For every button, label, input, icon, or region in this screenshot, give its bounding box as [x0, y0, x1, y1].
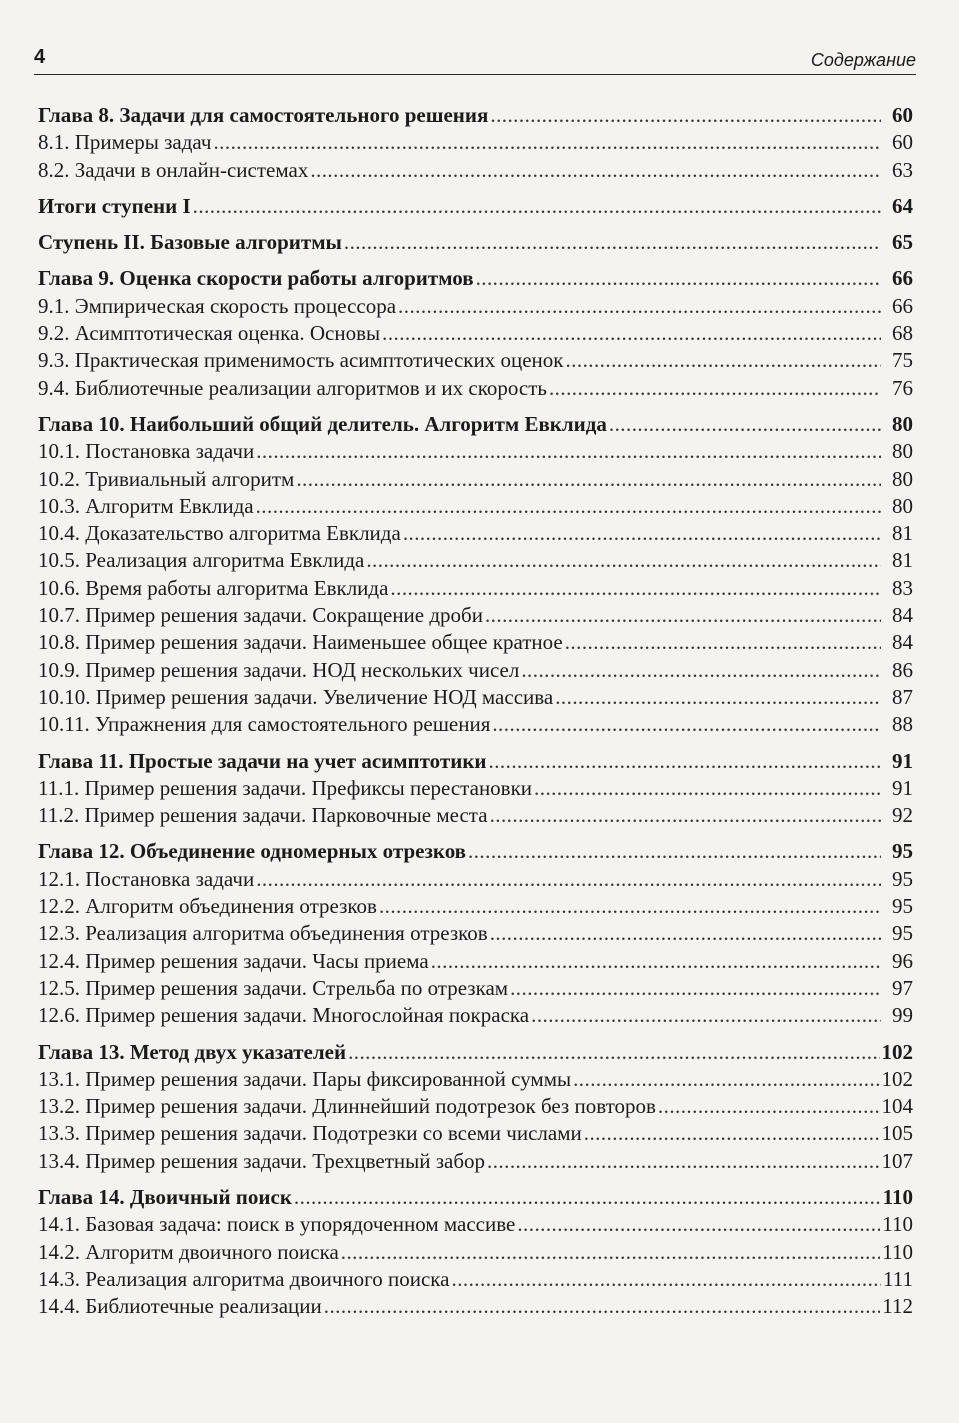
toc-page-number: 110	[882, 1184, 913, 1209]
toc-section-entry	[38, 1266, 913, 1293]
toc-page-number: 97	[892, 975, 913, 1000]
toc-leader-dots	[490, 920, 881, 947]
toc-leader-dots	[296, 466, 881, 493]
toc-page-number: 107	[881, 1148, 913, 1173]
toc-page-number: 102	[881, 1039, 913, 1064]
toc-leader-dots	[609, 411, 881, 438]
toc-leader-dots	[658, 1093, 880, 1120]
toc-section-entry	[38, 1293, 913, 1320]
toc-section-entry	[38, 320, 913, 347]
toc-section-entry	[38, 775, 913, 802]
toc-leader-dots	[492, 711, 881, 738]
toc-entry-title: 10.6. Время работы алгоритма Евклида	[38, 575, 389, 600]
toc-leader-dots	[366, 547, 881, 574]
toc-entry-title: 12.4. Пример решения задачи. Часы приема	[38, 948, 429, 973]
toc-leader-dots	[584, 1120, 880, 1147]
toc-leader-dots	[348, 1039, 879, 1066]
toc-page-number: 60	[892, 130, 913, 155]
toc-leader-dots	[517, 1211, 880, 1238]
toc-entry-title: 10.11. Упражнения для самостоятельного решения	[38, 712, 491, 737]
toc-page-number: 80	[892, 411, 913, 436]
toc-entry-title: 14.2. Алгоритм двоичного поиска	[38, 1239, 339, 1264]
toc-leader-dots	[390, 575, 881, 602]
toc-entry-title: 10.9. Пример решения задачи. НОД нескольких чисел	[38, 657, 520, 682]
toc-entry-title: 11.2. Пример решения задачи. Парковочные места	[38, 803, 488, 828]
toc-leader-dots	[490, 802, 881, 829]
toc-section-entry	[38, 711, 913, 738]
toc-entry-title: 8.2. Задачи в онлайн-системах	[38, 157, 309, 182]
toc-leader-dots	[256, 493, 881, 520]
toc-section-entry	[38, 802, 913, 829]
toc-entry-title: 12.3. Реализация алгоритма объединения отрезков	[38, 921, 488, 946]
toc-page-number: 65	[892, 230, 913, 255]
toc-section-entry	[38, 375, 913, 402]
toc-section-entry	[38, 1120, 913, 1147]
toc-entry-title: 12.2. Алгоритм объединения отрезков	[38, 894, 377, 919]
toc-page-number: 95	[892, 866, 913, 891]
toc-section-entry	[38, 866, 913, 893]
toc-entry-title: 9.1. Эмпирическая скорость процессора	[38, 293, 397, 318]
toc-leader-dots	[341, 1239, 880, 1266]
toc-leader-dots	[294, 1184, 881, 1211]
toc-section-entry	[38, 657, 913, 684]
toc-entry-title: Глава 8. Задачи для самостоятельного решения	[38, 103, 489, 127]
toc-leader-dots	[398, 293, 881, 320]
toc-chapter-entry	[38, 1184, 913, 1211]
toc-leader-dots	[549, 375, 881, 402]
toc-entry-title: 10.7. Пример решения задачи. Сокращение дроби	[38, 603, 483, 628]
page-header	[34, 44, 916, 75]
toc-entry-title: 10.10. Пример решения задачи. Увеличение НОД массива	[38, 684, 554, 709]
toc-page-number: 81	[892, 521, 913, 546]
toc-entry-title: 14.1. Базовая задача: поиск в упорядоченном массиве	[38, 1212, 516, 1237]
toc-leader-dots	[379, 893, 881, 920]
toc-section-entry	[38, 157, 913, 184]
toc-entry-title: Глава 13. Метод двух указателей	[38, 1039, 347, 1064]
toc-leader-dots	[468, 838, 881, 865]
toc-leader-dots	[531, 1002, 881, 1029]
toc-entry-title: 10.1. Постановка задачи	[38, 439, 255, 464]
toc-page-number: 91	[892, 748, 913, 773]
toc-leader-dots	[431, 948, 881, 975]
toc-page-number: 88	[892, 712, 913, 737]
toc-entry-title: 10.2. Тривиальный алгоритм	[38, 466, 295, 491]
running-title: Содержание	[810, 50, 916, 70]
toc-entry-title: 14.3. Реализация алгоритма двоичного поиска	[38, 1266, 450, 1291]
toc-page-number: 104	[881, 1094, 913, 1119]
toc-page-number: 84	[892, 630, 913, 655]
toc-page-number: 66	[892, 266, 913, 291]
toc-entry-title: 10.3. Алгоритм Евклида	[38, 493, 254, 518]
toc-section-entry	[38, 893, 913, 920]
toc-entry-title: 12.5. Пример решения задачи. Стрельба по отрезкам	[38, 975, 509, 1000]
toc-entry-title: 13.2. Пример решения задачи. Длиннейший подотрезок без повторов	[38, 1094, 656, 1119]
toc-section-entry	[38, 629, 913, 656]
toc-leader-dots	[344, 229, 881, 256]
toc-entry-title: Глава 9. Оценка скорости работы алгоритмов	[38, 266, 474, 291]
toc-page-number: 112	[882, 1294, 913, 1319]
toc-page-number: 80	[892, 439, 913, 464]
toc-leader-dots	[490, 102, 881, 129]
toc-page-number: 66	[892, 293, 913, 318]
toc-entry-title: Глава 12. Объединение одномерных отрезков	[38, 839, 467, 864]
toc-page-number: 91	[892, 775, 913, 800]
toc-entry-title: 13.1. Пример решения задачи. Пары фиксированной суммы	[38, 1066, 572, 1091]
toc-page-number: 76	[892, 375, 913, 400]
toc-entry-title: 8.1. Примеры задач	[38, 130, 212, 155]
toc-page-number: 86	[892, 657, 913, 682]
toc-page-number: 68	[892, 321, 913, 346]
toc-page-number: 96	[892, 948, 913, 973]
toc-leader-dots	[534, 775, 881, 802]
toc-chapter-entry	[38, 838, 913, 865]
toc-entry-title: 10.8. Пример решения задачи. Наименьшее общее кратное	[38, 630, 563, 655]
toc-chapter-entry	[38, 1039, 913, 1066]
toc-section-entry	[38, 347, 913, 374]
toc-section-entry	[38, 948, 913, 975]
toc-page-number: 110	[882, 1212, 913, 1237]
toc-section-entry	[38, 438, 913, 465]
toc-chapter-entry	[38, 102, 913, 129]
toc-page-number: 95	[892, 894, 913, 919]
toc-page-number: 63	[892, 157, 913, 182]
toc-entry-title: 9.2. Асимптотическая оценка. Основы	[38, 321, 381, 346]
toc-entry-title: Ступень II. Базовые алгоритмы	[38, 230, 342, 255]
toc-section-entry	[38, 1211, 913, 1238]
toc-section-entry	[38, 1066, 913, 1093]
toc-page-number: 99	[892, 1003, 913, 1028]
toc-chapter-entry	[38, 748, 913, 775]
toc-section-entry	[38, 1093, 913, 1120]
toc-page-number: 110	[882, 1239, 913, 1264]
toc-section-entry	[38, 602, 913, 629]
toc-leader-dots	[489, 748, 881, 775]
toc-entry-title: 9.3. Практическая применимость асимптотических оценок	[38, 348, 564, 373]
toc-section-entry	[38, 575, 913, 602]
toc-page-number: 81	[892, 548, 913, 573]
toc-page-number: 60	[892, 103, 913, 127]
toc-section-entry	[38, 1239, 913, 1266]
toc-entry-title: 9.4. Библиотечные реализации алгоритмов и их скорость	[38, 375, 547, 400]
toc-page-number: 80	[892, 493, 913, 518]
toc-leader-dots	[487, 1148, 879, 1175]
toc-page-number: 95	[892, 921, 913, 946]
toc-section-entry	[38, 920, 913, 947]
toc-leader-dots	[403, 520, 881, 547]
toc-page-number: 80	[892, 466, 913, 491]
toc-leader-dots	[382, 320, 881, 347]
toc-page-number: 111	[883, 1266, 913, 1291]
toc-chapter-entry	[38, 229, 913, 256]
toc-entry-title: 13.4. Пример решения задачи. Трехцветный забор	[38, 1148, 486, 1173]
toc-section-entry	[38, 493, 913, 520]
toc-leader-dots	[452, 1266, 882, 1293]
toc-entry-title: 12.1. Постановка задачи	[38, 866, 255, 891]
toc-leader-dots	[555, 684, 881, 711]
toc-leader-dots	[521, 657, 881, 684]
toc-page-number: 75	[892, 348, 913, 373]
toc-section-entry	[38, 129, 913, 156]
toc-section-entry	[38, 293, 913, 320]
toc-page-number: 83	[892, 575, 913, 600]
toc-section-entry	[38, 1148, 913, 1175]
toc-chapter-entry	[38, 265, 913, 292]
toc-section-entry	[38, 975, 913, 1002]
toc-entry-title: 11.1. Пример решения задачи. Префиксы перестановки	[38, 775, 533, 800]
toc-leader-dots	[565, 629, 881, 656]
toc-entry-title: Глава 10. Наибольший общий делитель. Алгоритм Евклида	[38, 411, 607, 436]
toc-page-number: 95	[892, 839, 913, 864]
toc-leader-dots	[213, 129, 881, 156]
toc-page-number: 102	[881, 1066, 913, 1091]
toc-page-number: 92	[892, 803, 913, 828]
toc-entry-title: Глава 11. Простые задачи на учет асимптотики	[38, 748, 487, 773]
toc-entry-title: 10.5. Реализация алгоритма Евклида	[38, 548, 365, 573]
toc-leader-dots	[565, 347, 881, 374]
toc-leader-dots	[324, 1293, 881, 1320]
toc-section-entry	[38, 547, 913, 574]
toc-section-entry	[38, 466, 913, 493]
toc-page-number: 105	[881, 1121, 913, 1146]
toc-leader-dots	[256, 866, 881, 893]
toc-leader-dots	[476, 265, 881, 292]
toc-entry-title: Итоги ступени I	[38, 193, 191, 218]
toc-entry-title: 12.6. Пример решения задачи. Многослойная покраска	[38, 1003, 530, 1028]
toc-leader-dots	[485, 602, 881, 629]
toc-chapter-entry	[38, 411, 913, 438]
toc-leader-dots	[256, 438, 881, 465]
toc-section-entry	[38, 520, 913, 547]
toc-section-entry	[38, 684, 913, 711]
toc-page-number: 64	[892, 193, 913, 218]
toc-leader-dots	[193, 193, 881, 220]
toc-page-number: 84	[892, 603, 913, 628]
toc-page-number: 87	[892, 684, 913, 709]
toc-section-entry	[38, 1002, 913, 1029]
toc-entry-title: 10.4. Доказательство алгоритма Евклида	[38, 521, 401, 546]
toc-entry-title: Глава 14. Двоичный поиск	[38, 1184, 292, 1209]
toc-leader-dots	[573, 1066, 879, 1093]
toc-leader-dots	[310, 157, 881, 184]
toc-entry-title: 13.3. Пример решения задачи. Подотрезки со всеми числами	[38, 1121, 582, 1146]
toc-chapter-entry	[38, 193, 913, 220]
toc-entry-title: 14.4. Библиотечные реализации	[38, 1294, 322, 1319]
toc-leader-dots	[510, 975, 881, 1002]
page-number: 4	[34, 46, 46, 68]
table-of-contents	[38, 102, 913, 1320]
